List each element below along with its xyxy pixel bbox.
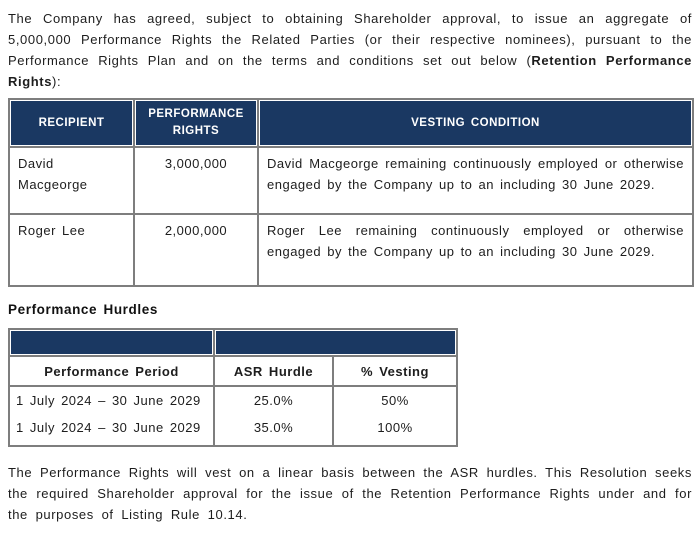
table-row bbox=[9, 386, 457, 414]
band-fill bbox=[216, 331, 455, 354]
vesting-cell: 100% bbox=[333, 414, 457, 446]
performance-rights-header-label: PERFORMANCE RIGHTS bbox=[136, 101, 256, 145]
recipient-cell: David Macgeorge bbox=[9, 147, 134, 214]
intro-paragraph bbox=[8, 8, 692, 92]
recipient-column-header bbox=[9, 99, 134, 147]
performance-rights-column-header bbox=[134, 99, 258, 147]
rights-cell: 3,000,000 bbox=[134, 147, 258, 214]
asr-hurdle-column-header: ASR Hurdle bbox=[214, 356, 333, 386]
vesting-pct-column-header: % Vesting bbox=[333, 356, 457, 386]
intro-text-after: ): bbox=[52, 74, 62, 89]
period-cell: 1 July 2024 – 30 June 2029 bbox=[9, 386, 214, 414]
recipient-header-label: RECIPIENT bbox=[11, 101, 132, 145]
intro-text-before: The Company has agreed, subject to obtaining Shareholder approval, to issue an aggregate of 5,000,000 Performance Rights the Related Parties (or their respective nominees), pursuant to the Performance Rights Plan and on the terms and conditions set out below ( bbox=[8, 11, 692, 68]
table-row bbox=[9, 147, 693, 214]
recipient-cell: Roger Lee bbox=[9, 214, 134, 286]
band-cell-left bbox=[9, 329, 214, 356]
hurdles-table-header-row bbox=[9, 356, 457, 386]
table-row bbox=[9, 214, 693, 286]
band-fill bbox=[11, 331, 212, 354]
retention-rights-table bbox=[8, 98, 694, 287]
asr-hurdle-cell: 25.0% bbox=[214, 386, 333, 414]
rights-cell: 2,000,000 bbox=[134, 214, 258, 286]
hurdles-table-band-row bbox=[9, 329, 457, 356]
asr-hurdle-cell: 35.0% bbox=[214, 414, 333, 446]
condition-cell: Roger Lee remaining continuously employed or otherwise engaged by the Company up to an including 30 June 2029. bbox=[258, 214, 693, 286]
closing-paragraph: The Performance Rights will vest on a linear basis between the ASR hurdles. This Resolution seeks the required Shareholder approval for the issue of the Retention Performance Rights under and for the purposes of Listing Rule 10.14. bbox=[8, 465, 692, 522]
band-cell-right bbox=[214, 329, 457, 356]
vesting-condition-column-header bbox=[258, 99, 693, 147]
period-cell: 1 July 2024 – 30 June 2029 bbox=[9, 414, 214, 446]
condition-cell: David Macgeorge remaining continuously employed or otherwise engaged by the Company up to an including 30 June 2029. bbox=[258, 147, 693, 214]
performance-period-column-header: Performance Period bbox=[9, 356, 214, 386]
performance-hurdles-heading: Performance Hurdles bbox=[8, 302, 158, 317]
intro-bold-term: Retention Performance Rights bbox=[8, 53, 692, 89]
table-row bbox=[9, 414, 457, 446]
performance-hurdles-table bbox=[8, 328, 458, 447]
vesting-condition-header-label: VESTING CONDITION bbox=[260, 101, 691, 145]
vesting-cell: 50% bbox=[333, 386, 457, 414]
rights-table-header-row bbox=[9, 99, 693, 147]
